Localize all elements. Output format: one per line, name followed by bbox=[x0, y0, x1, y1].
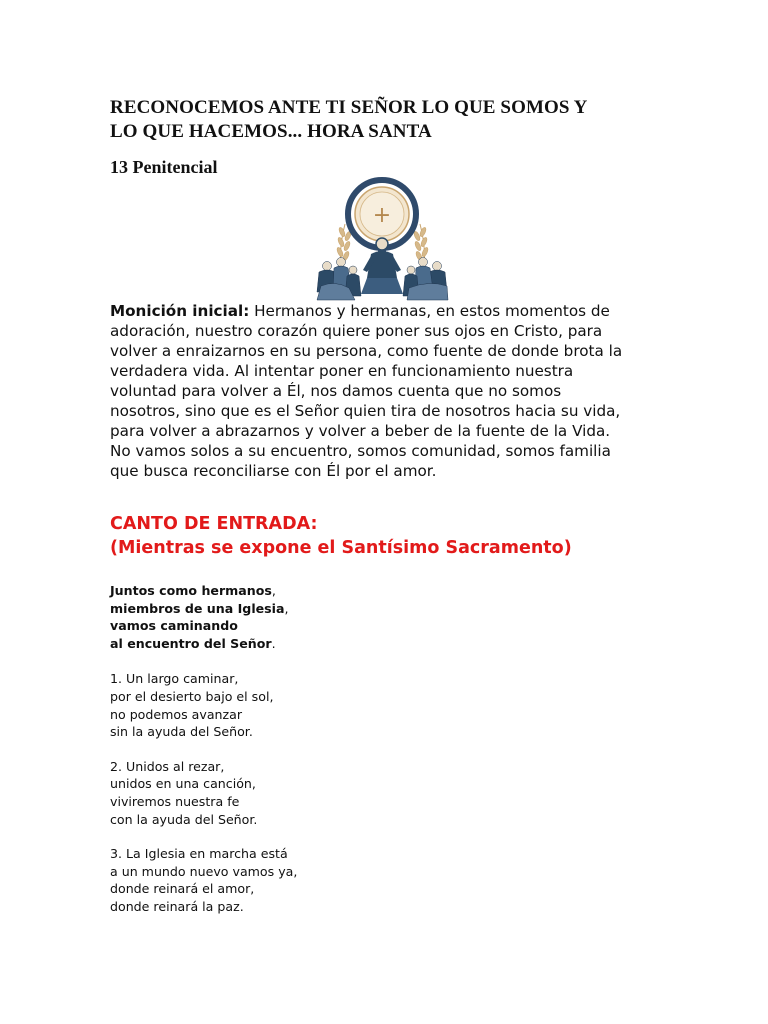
monicion-line-3: volver a enraizarnos en su persona, como fuente de donde brota la bbox=[110, 342, 623, 360]
stanza-3-line-1: 3. La Iglesia en marcha está bbox=[110, 846, 288, 862]
monicion-line-5: voluntad para volver a Él, nos damos cuenta que no somos bbox=[110, 382, 562, 400]
song-chorus bbox=[110, 582, 297, 652]
stanza-1-line-3: no podemos avanzar bbox=[110, 706, 243, 722]
adoration-illustration bbox=[315, 174, 450, 302]
monicion-line-8: No vamos solos a su encuentro, somos comunidad, somos familia bbox=[110, 442, 611, 460]
song-lyrics bbox=[110, 582, 297, 933]
monicion-line-9: que busca reconciliarse con Él por el amor. bbox=[110, 462, 437, 480]
stanza-3-line-2: a un mundo nuevo vamos ya, bbox=[110, 863, 298, 879]
stanza-3-line-4: donde reinará la paz. bbox=[110, 898, 244, 914]
chorus-line-1 bbox=[110, 582, 297, 600]
crowd-left-icon bbox=[317, 258, 361, 301]
song-stanza-2 bbox=[110, 758, 297, 828]
stanza-1-line-1: 1. Un largo caminar, bbox=[110, 671, 239, 687]
chorus-line-4 bbox=[110, 635, 297, 653]
stanza-2-line-3: viviremos nuestra fe bbox=[110, 793, 240, 809]
stanza-1-line-2: por el desierto bajo el sol, bbox=[110, 688, 274, 704]
song-stanza-1 bbox=[110, 670, 297, 740]
chorus-line-2-punct: , bbox=[284, 600, 289, 616]
monicion-paragraph bbox=[110, 301, 670, 481]
canto-heading bbox=[110, 512, 572, 560]
cross-icon: + bbox=[372, 203, 392, 228]
chorus-line-4-punct: . bbox=[271, 635, 276, 651]
document-title-line-2: LO QUE HACEMOS... HORA SANTA bbox=[110, 121, 432, 142]
document-title bbox=[110, 96, 670, 144]
chorus-line-3: vamos caminando bbox=[110, 618, 238, 634]
monicion-line-4: verdadera vida. Al intentar poner en funcionamiento nuestra bbox=[110, 362, 574, 380]
chorus-line-1-text: Juntos como hermanos bbox=[110, 583, 272, 598]
crowd-right-icon bbox=[403, 258, 448, 301]
chorus-line-2 bbox=[110, 600, 297, 618]
chorus-line-1-punct: , bbox=[271, 583, 276, 598]
chorus-line-2-text: miembros de una Iglesia bbox=[110, 600, 285, 616]
monicion-lead: Monición inicial: bbox=[110, 302, 250, 320]
stanza-3-line-3: donde reinará el amor, bbox=[110, 881, 255, 897]
stanza-2-line-1: 2. Unidos al rezar, bbox=[110, 758, 225, 774]
document-subtitle: 13 Penitencial bbox=[110, 157, 218, 177]
stanza-2-line-4: con la ayuda del Señor. bbox=[110, 811, 258, 827]
song-stanza-3 bbox=[110, 845, 297, 915]
monicion-line-1: Hermanos y hermanas, en estos momentos de bbox=[249, 302, 610, 320]
monicion-line-6: nosotros, sino que es el Señor quien tira de nosotros hacia su vida, bbox=[110, 402, 621, 420]
canto-heading-line-2: (Mientras se expone el Santísimo Sacramento) bbox=[110, 538, 572, 558]
stanza-1-line-4: sin la ayuda del Señor. bbox=[110, 724, 253, 740]
document-title-line-1: RECONOCEMOS ANTE TI SEÑOR LO QUE SOMOS Y bbox=[110, 97, 588, 118]
chorus-line-4-text: al encuentro del Señor bbox=[110, 635, 272, 651]
canto-heading-line-1: CANTO DE ENTRADA: bbox=[110, 514, 318, 534]
document-page bbox=[110, 96, 670, 914]
monicion-line-7: para volver a abrazarnos y volver a beber de la fuente de la Vida. bbox=[110, 422, 611, 440]
stanza-2-line-2: unidos en una canción, bbox=[110, 776, 256, 792]
monicion-line-2: adoración, nuestro corazón quiere poner sus ojos en Cristo, para bbox=[110, 322, 603, 340]
